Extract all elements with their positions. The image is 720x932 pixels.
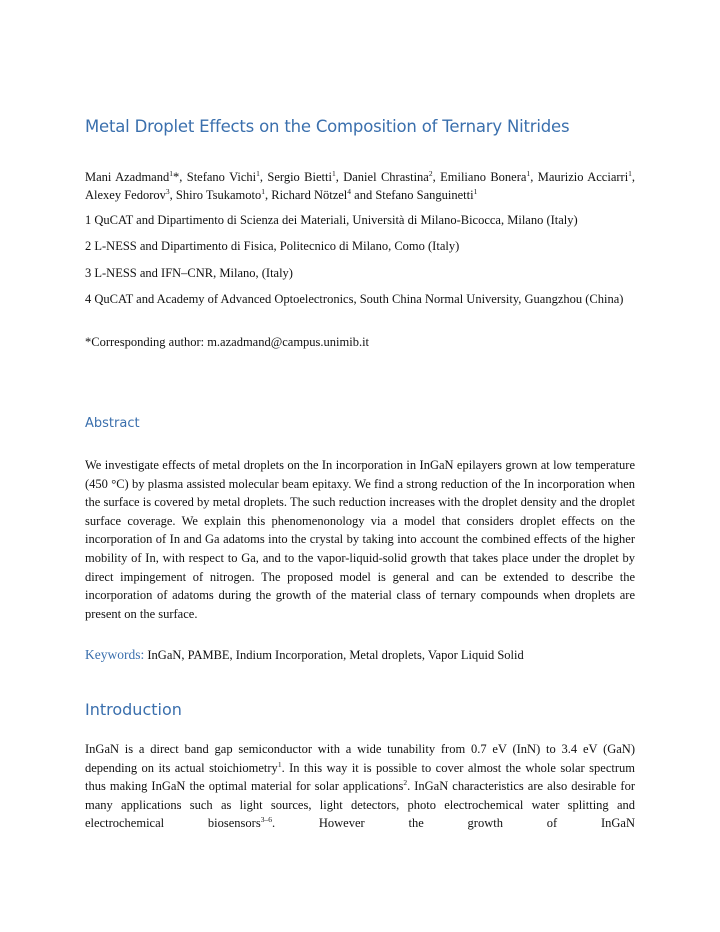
citation: 1 (277, 759, 282, 769)
author: Stefano Vichi$^1$, (186, 168, 268, 184)
affiliation-2: 2 L-NESS and Dipartimento di Fisica, Politecnico di Milano, Como (Italy) (85, 239, 460, 253)
introduction-text: InGaN is a direct band gap semiconductor with a wide tunability from 0.7 eV (InN) to 3.4 eV (GaN) depending on its actual stoichiometry$^1$. In this way it is possible to cover almost the whole solar spectrum thus making InGaN the optimal material for solar applications$^2$. InGaN characteristics are also desirable for many applications such as light sources, light detectors, photo electrochemical water splitting and electrochemical biosensors$^{3-6}$. However the growth of InGaN (85, 742, 636, 831)
citation: 2 (403, 778, 408, 788)
author: Maurizio Acciarri$^1$, (537, 168, 636, 184)
author: Alexey Fedorov$^3$, (85, 186, 176, 202)
citation: 3–6 (260, 815, 272, 825)
introduction-heading: Introduction (85, 700, 182, 719)
author: Daniel Chrastina$^2$, (343, 168, 441, 184)
author: Stefano Sanguinetti$^1$ (375, 186, 478, 202)
keywords-label: Keywords: (85, 647, 145, 662)
abstract-heading: Abstract (85, 416, 140, 431)
paper-title: Metal Droplet Effects on the Composition of Ternary Nitrides (85, 117, 570, 136)
author: Shiro Tsukamoto$^1$, (175, 186, 272, 202)
keywords-text: InGaN, PAMBE, Indium Incorporation, Metal droplets, Vapor Liquid Solid (147, 648, 524, 662)
author: Sergio Bietti$^1$, (267, 168, 344, 184)
author-list (85, 169, 635, 204)
author: Emiliano Bonera$^1$, (440, 168, 538, 184)
affiliation-4: 4 QuCAT and Academy of Advanced Optoelectronics, South China Normal University, Guangzhou (China) (85, 292, 624, 306)
affiliation-3: 3 L-NESS and IFN–CNR, Milano, (Italy) (85, 266, 293, 280)
author: Richard Nötzel$^4$ and (271, 186, 376, 202)
author: Mani Azadmand$^1$*, (85, 168, 187, 184)
keywords (85, 646, 635, 664)
abstract-text: We investigate effects of metal droplets on the In incorporation in InGaN epilayers grown at low temperature (450 °C) by plasma assisted molecular beam epitaxy. We find a strong reduction of the In incorporation when the surface is covered by metal droplets. The such reduction increases with the droplet density and the droplet surface coverage. We explain this phenomenonology via a model that considers droplet effects on the incorporation of In and Ga adatoms into the crystal by taking into account the combined effects of the higher mobility of In, with respect to Ga, and to the vapor-liquid-solid growth that takes place under the droplet by direct impingement of nitrogen. The proposed model is general and can be extended to describe the incorporation of adatoms during the growth of the material class of ternary compounds when droplets are present on the surface. (85, 458, 635, 621)
affiliation-1: 1 QuCAT and Dipartimento di Scienza dei Materiali, Università di Milano-Bicocca, Milano (Italy) (85, 213, 578, 227)
corresponding-author: *Corresponding author: m.azadmand@campus.unimib.it (85, 335, 370, 349)
